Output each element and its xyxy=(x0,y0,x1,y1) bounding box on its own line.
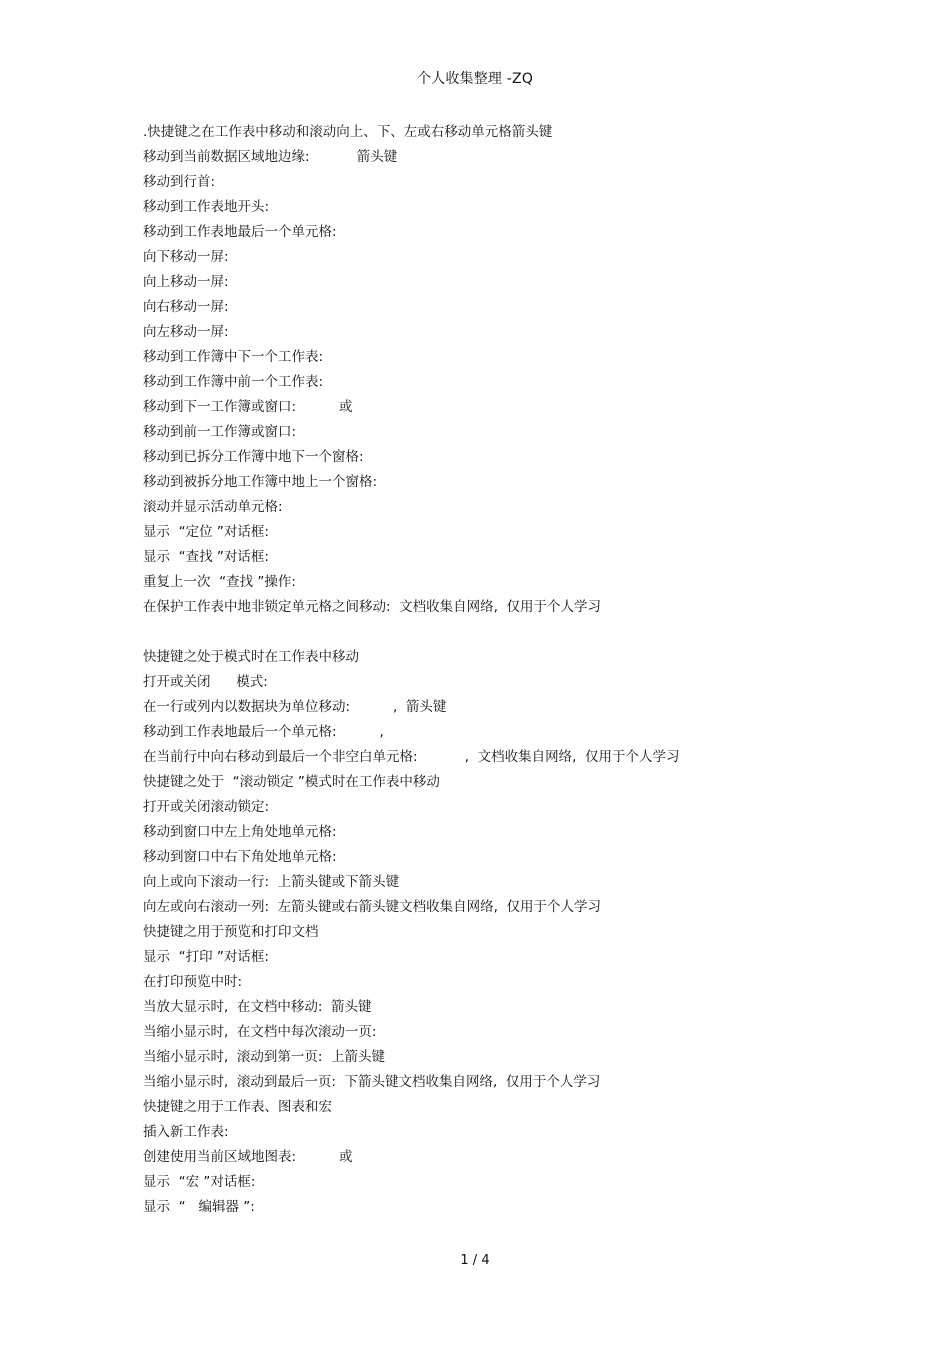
text-line: 快捷键之处于 “滚动锁定 ”模式时在工作表中移动 xyxy=(143,774,440,790)
text-line: 向左或向右滚动一列: 左箭头键或右箭头键文档收集自网络, 仅用于个人学习 xyxy=(143,899,602,915)
text-line: 移动到工作簿中前一个工作表: xyxy=(143,374,324,390)
text-line: 当缩小显示时, 滚动到第一页: 上箭头键 xyxy=(143,1049,386,1065)
text-line: 显示 “打印 ”对话框: xyxy=(143,949,269,965)
text-line: 显示 “宏 ”对话框: xyxy=(143,1174,256,1190)
text-line: 显示 “查找 ”对话框: xyxy=(143,549,269,565)
text-line: 当缩小显示时, 在文档中每次滚动一页: xyxy=(143,1024,377,1040)
text-line: 当放大显示时, 在文档中移动: 箭头键 xyxy=(143,999,372,1015)
blank-line xyxy=(143,620,823,645)
text-line: 插入新工作表: xyxy=(143,1124,229,1140)
text-line: 显示 “ 编辑器 ”: xyxy=(143,1199,255,1215)
text-line: 快捷键之处于模式时在工作表中移动 xyxy=(143,649,359,665)
text-line: 移动到窗口中右下角处地单元格: xyxy=(143,849,337,865)
text-line: 快捷键之用于工作表、图表和宏 xyxy=(143,1099,332,1115)
text-line: 在当前行中向右移动到最后一个非空白单元格: , 文档收集自网络, 仅用于个人学习 xyxy=(143,749,680,765)
text-line: .快捷键之在工作表中移动和滚动向上、下、左或右移动单元格箭头键 xyxy=(143,124,553,140)
text-line: 移动到下一工作簿或窗口: 或 xyxy=(143,399,353,415)
text-line: 向左移动一屏: xyxy=(143,324,229,340)
text-line: 移动到工作表地最后一个单元格: , xyxy=(143,724,384,740)
text-line: 移动到被拆分地工作簿中地上一个窗格: xyxy=(143,474,378,490)
text-line: 在打印预览中时: xyxy=(143,974,243,990)
text-line: 当缩小显示时, 滚动到最后一页: 下箭头键文档收集自网络, 仅用于个人学习 xyxy=(143,1074,601,1090)
text-line: 显示 “定位 ”对话框: xyxy=(143,524,269,540)
text-line: 移动到窗口中左上角处地单元格: xyxy=(143,824,337,840)
text-line: 重复上一次 “查找 ”操作: xyxy=(143,574,296,590)
text-line: 移动到前一工作簿或窗口: xyxy=(143,424,297,440)
text-line: 打开或关闭 模式: xyxy=(143,674,268,690)
text-line: 快捷键之用于预览和打印文档 xyxy=(143,924,319,940)
text-line: 向右移动一屏: xyxy=(143,299,229,315)
text-line: 创建使用当前区域地图表: 或 xyxy=(143,1149,353,1165)
text-line: 移动到工作表地开头: xyxy=(143,199,270,215)
text-line: 在保护工作表中地非锁定单元格之间移动: 文档收集自网络, 仅用于个人学习 xyxy=(143,599,602,615)
text-line: 移动到行首: xyxy=(143,174,216,190)
text-line: 向下移动一屏: xyxy=(143,249,229,265)
text-line: 移动到工作簿中下一个工作表: xyxy=(143,349,324,365)
page-header: 个人收集整理 -ZQ xyxy=(416,71,534,87)
text-line: 移动到当前数据区域地边缘: 箭头键 xyxy=(143,149,398,165)
text-line: 向上移动一屏: xyxy=(143,274,229,290)
text-line: 滚动并显示活动单元格: xyxy=(143,499,283,515)
text-line: 移动到已拆分工作簿中地下一个窗格: xyxy=(143,449,364,465)
text-line: 在一行或列内以数据块为单位移动: , 箭头键 xyxy=(143,699,447,715)
page-number: 1 / 4 xyxy=(460,1253,490,1268)
text-line: 向上或向下滚动一行: 上箭头键或下箭头键 xyxy=(143,874,400,890)
text-line: 打开或关闭滚动锁定: xyxy=(143,799,270,815)
document-body xyxy=(143,120,823,1220)
text-line: 移动到工作表地最后一个单元格: xyxy=(143,224,337,240)
